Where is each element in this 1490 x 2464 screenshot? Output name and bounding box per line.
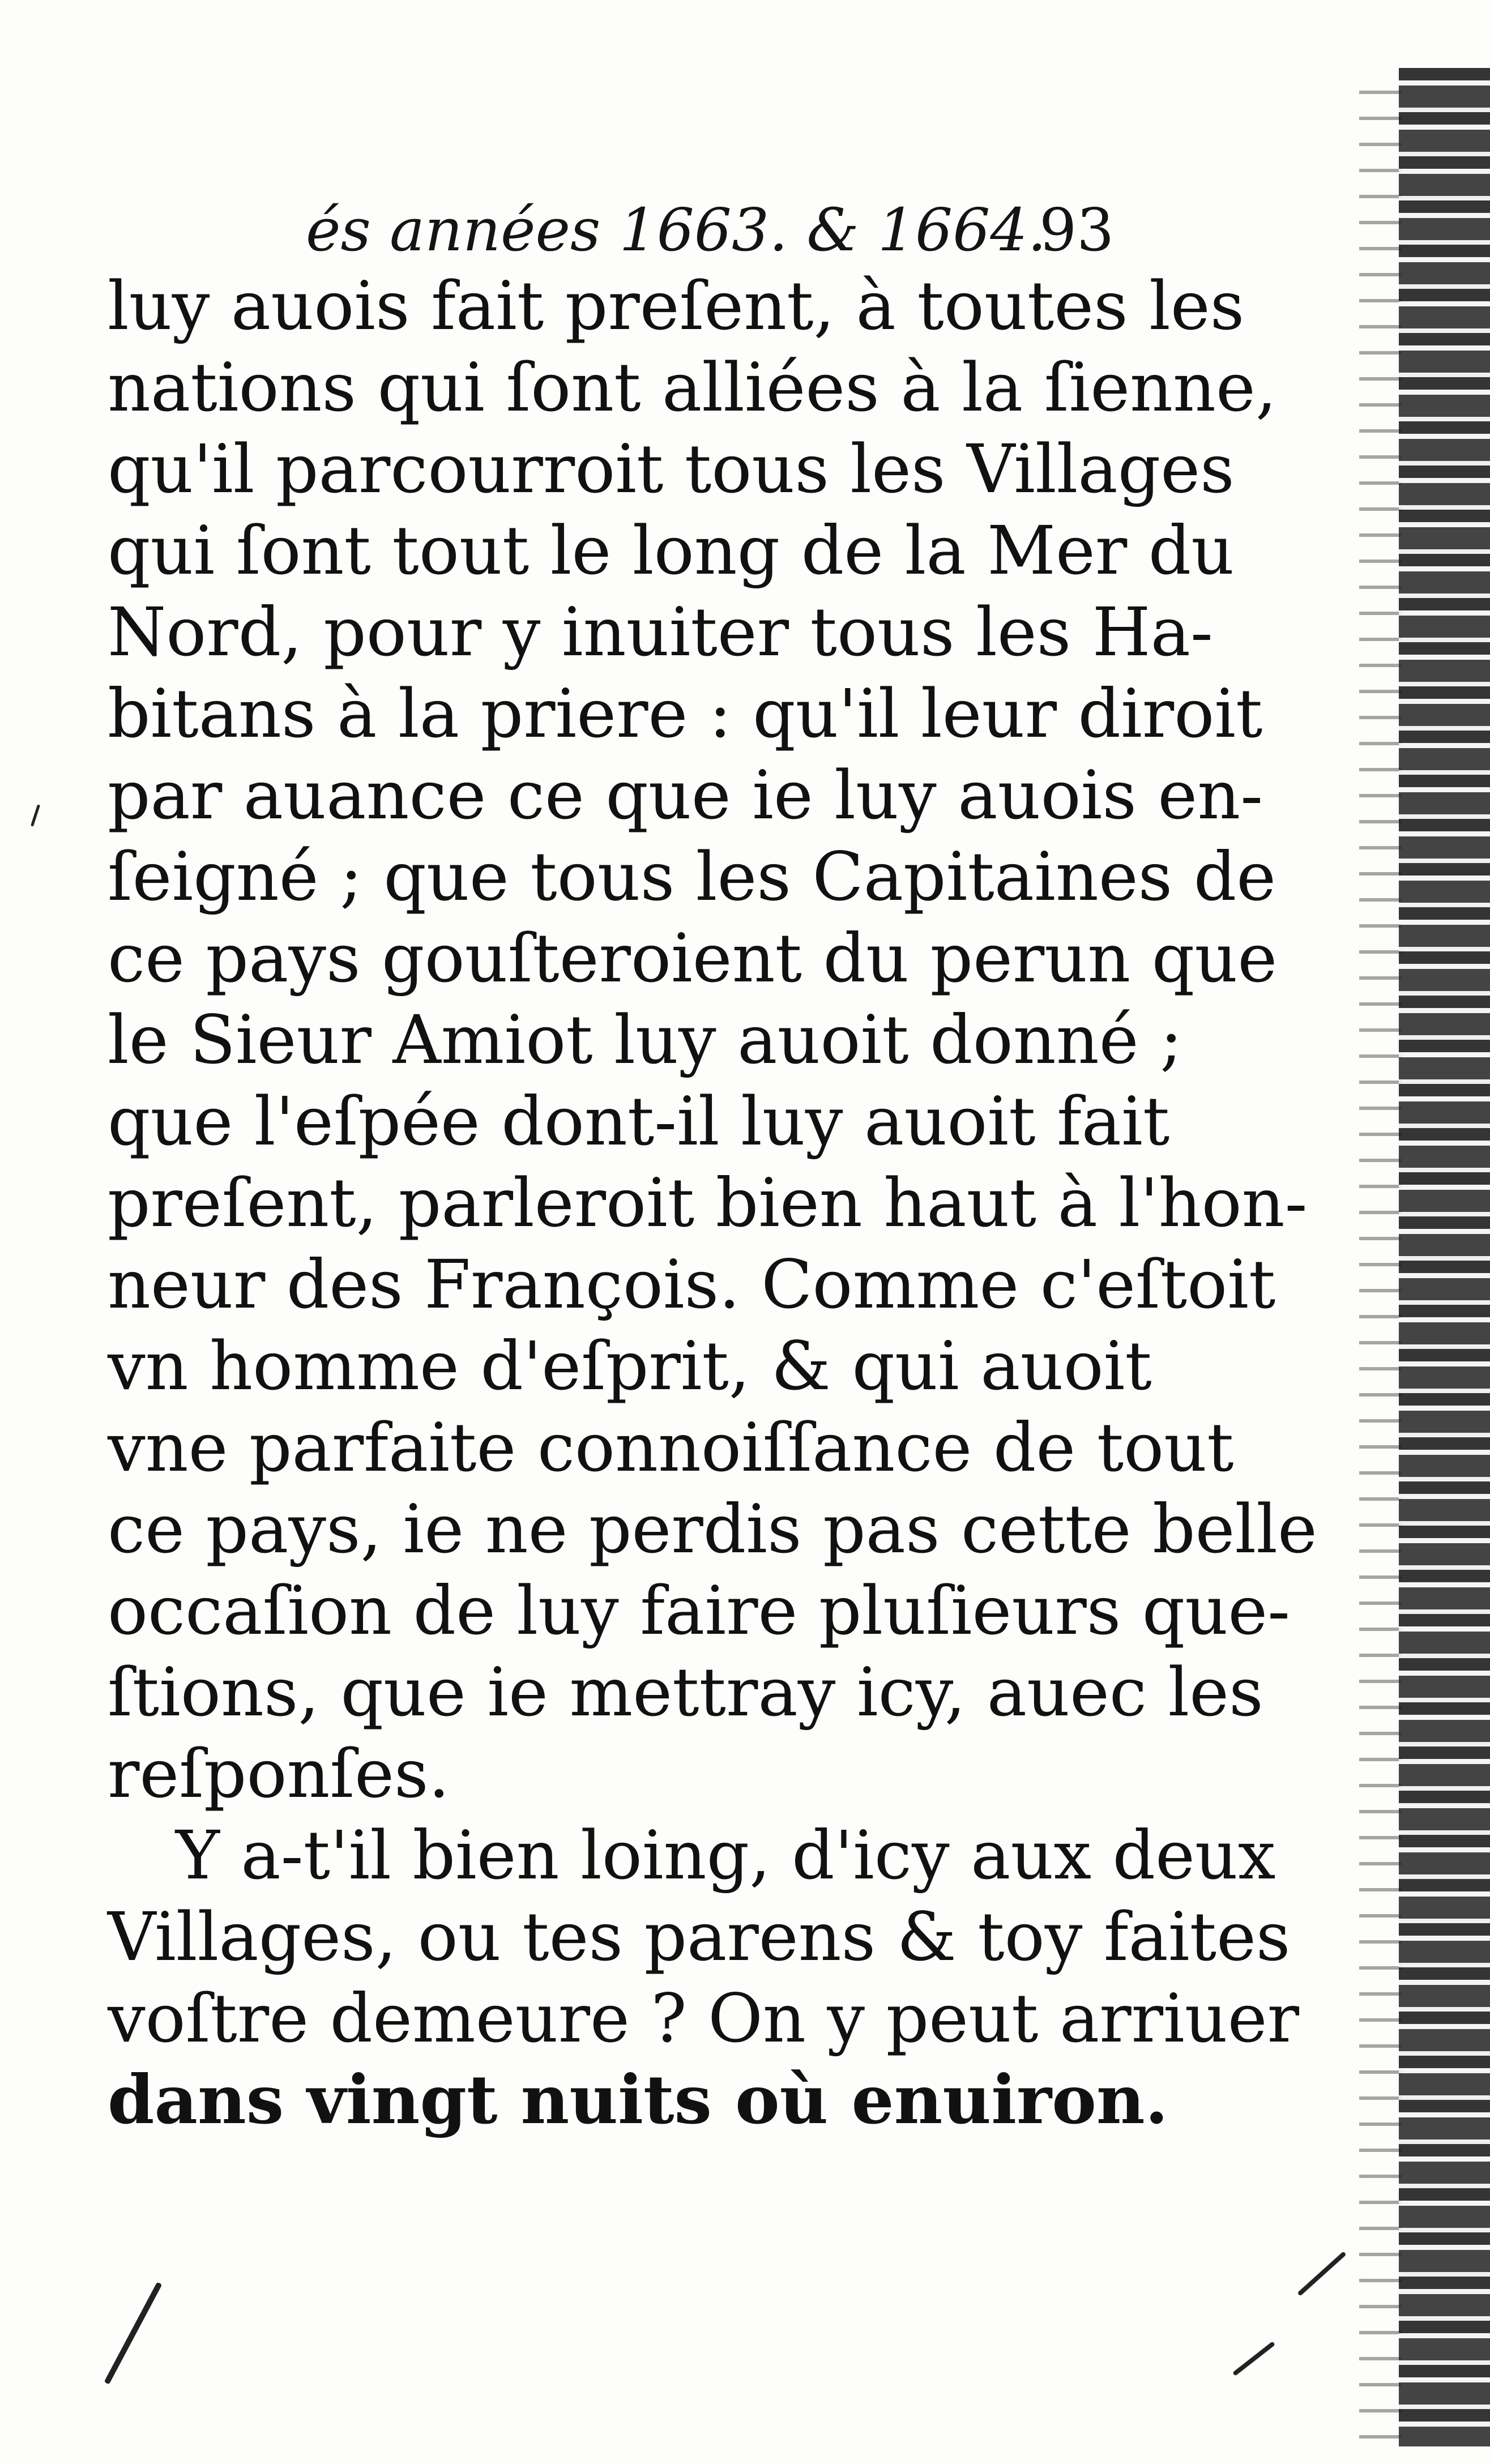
text-line: Y a-t'il bien loing, d'icy aux deux bbox=[176, 1816, 1276, 1894]
text-line: luy auois fait preſent, à toutes les bbox=[108, 267, 1245, 345]
text-line: ſtions, que ie mettray icy, auec les bbox=[108, 1653, 1263, 1731]
ink-mark bbox=[31, 804, 40, 827]
text-line: ce pays, ie ne perdis pas cette belle bbox=[108, 1490, 1317, 1568]
text-line: vne parfaite connoiſſance de tout bbox=[108, 1408, 1234, 1487]
text-line: dans vingt nuits où enuiron. bbox=[108, 2060, 1168, 2139]
text-line: ce pays gouſteroient du perun que bbox=[108, 919, 1278, 997]
running-head-title: és années 1663. & 1664. bbox=[306, 195, 1047, 264]
text-line: nations qui ſont alliées à la ſienne, bbox=[108, 348, 1277, 426]
ink-mark bbox=[1232, 2341, 1275, 2376]
ink-mark bbox=[104, 2282, 163, 2384]
binding-shadow bbox=[1359, 68, 1402, 2446]
ink-mark bbox=[1297, 2251, 1346, 2296]
text-line: preſent, parleroit bien haut à l'hon- bbox=[108, 1164, 1308, 1242]
text-line: ſeigné ; que tous les Capitaines de bbox=[108, 838, 1276, 916]
text-line: Nord, pour y inuiter tous les Ha- bbox=[108, 593, 1213, 671]
text-line: neur des François. Comme c'eſtoit bbox=[108, 1245, 1276, 1323]
body-text bbox=[108, 265, 1317, 2141]
binding-edge bbox=[1399, 68, 1490, 2446]
text-line: bitans à la priere : qu'il leur diroit bbox=[108, 674, 1263, 753]
text-line: qu'il parcourroit tous les Villages bbox=[108, 430, 1235, 508]
text-line: vn homme d'eſprit, & qui auoit bbox=[108, 1327, 1152, 1405]
text-line: occaſion de luy faire pluſieurs que- bbox=[108, 1572, 1291, 1650]
text-line: que l'eſpée dont-il luy auoit fait bbox=[108, 1082, 1170, 1160]
text-line: qui ſont tout le long de la Mer du bbox=[108, 511, 1235, 590]
page-number: 93 bbox=[1039, 195, 1115, 264]
text-line: reſponſes. bbox=[108, 1735, 450, 1813]
text-line: Villages, ou tes parens & toy faites bbox=[108, 1898, 1291, 1976]
text-line: voſtre demeure ? On y peut arriuer bbox=[108, 1979, 1300, 2057]
text-line: le Sieur Amiot luy auoit donné ; bbox=[108, 1001, 1182, 1079]
text-line: par auance ce que ie luy auois en- bbox=[108, 756, 1263, 834]
running-head bbox=[306, 195, 1115, 269]
